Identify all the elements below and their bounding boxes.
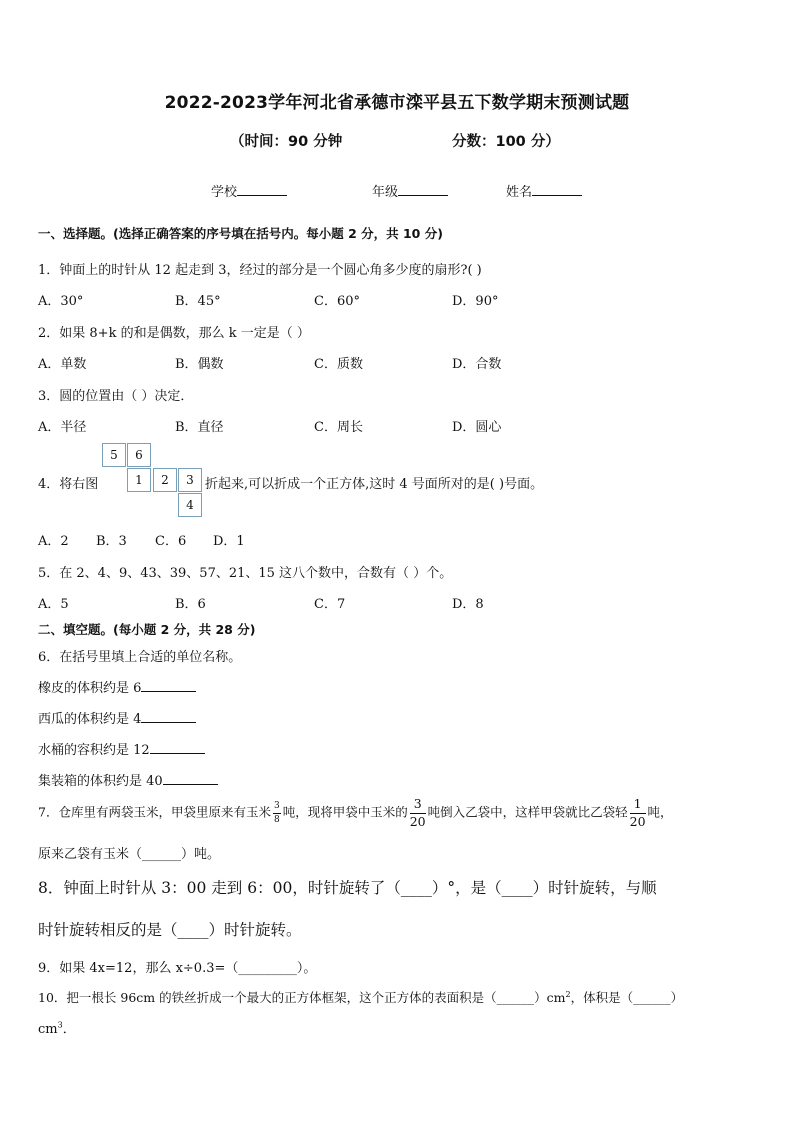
q7-fraction-2-numerator: 3 — [410, 798, 426, 814]
question-9: 9．如果 4x=12，那么 x÷0.3=（_________）。 — [38, 961, 317, 976]
question-2: 2．如果 8+k 的和是偶数，那么 k 一定是（ ） — [38, 326, 310, 341]
q6-line-4 — [38, 770, 218, 789]
q2-option-b: B．偶数 — [175, 357, 224, 372]
question-4-prefix: 4．将右图 — [38, 477, 99, 492]
question-8-line-1: 8．钟面上时针从 3：00 走到 6：00，时针旋转了（____）°，是（____）时针旋转，与顺 — [38, 879, 657, 897]
q6-line-4-text: 集装箱的体积约是 40 — [38, 774, 163, 789]
q7-fraction-3 — [630, 798, 646, 828]
q7-part-1: 7．仓库里有两袋玉米，甲袋里原来有玉米 — [38, 804, 271, 820]
q6-blank-3 — [150, 741, 205, 754]
q5-option-b: B．6 — [175, 597, 206, 612]
school-blank — [237, 183, 287, 196]
q7-part-3: 吨倒入乙袋中，这样甲袋就比乙袋轻 — [427, 804, 628, 820]
school-label: 学校 — [211, 185, 238, 200]
q1-option-a: A．30° — [38, 294, 84, 309]
q7-fraction-1-denominator: 8 — [273, 814, 280, 825]
q6-line-3-text: 水桶的容积约是 12 — [38, 743, 150, 758]
school-field — [211, 181, 287, 200]
cube-net-face-4: 4 — [178, 493, 202, 517]
grade-field — [372, 181, 448, 200]
q4-option-d: D．1 — [213, 534, 245, 549]
q4-option-a: A．2 — [38, 534, 69, 549]
exam-score: 分数：100 分） — [452, 134, 560, 150]
q6-blank-2 — [141, 710, 196, 723]
q7-fraction-3-numerator: 1 — [630, 798, 646, 814]
q3-option-c: C．周长 — [314, 420, 363, 435]
question-10-line-2 — [38, 1018, 76, 1037]
q5-option-d: D．8 — [452, 597, 484, 612]
cube-net-face-2: 2 — [153, 468, 177, 492]
q7-fraction-1 — [273, 802, 281, 825]
name-label: 姓名 — [506, 185, 533, 200]
question-6: 6．在括号里填上合适的单位名称。 — [38, 650, 242, 665]
q5-option-a: A．5 — [38, 597, 69, 612]
name-blank — [532, 183, 582, 196]
grade-label: 年级 — [372, 185, 399, 200]
question-8-line-2: 时针旋转相反的是（____）时针旋转。 — [38, 921, 302, 939]
q7-fraction-2 — [410, 798, 426, 828]
section-choice-heading: 一、选择题。(选择正确答案的序号填在括号内。每小题 2 分，共 10 分) — [38, 226, 443, 241]
q10-superscript-2: 3 — [57, 1020, 63, 1030]
q7-part-2: 吨，现将甲袋中玉米的 — [282, 804, 408, 820]
q7-fraction-3-denominator: 20 — [629, 813, 646, 829]
q1-option-b: B．45° — [175, 294, 221, 309]
q3-option-b: B．直径 — [175, 420, 224, 435]
cube-net-face-5: 5 — [102, 443, 126, 467]
q1-option-c: C．60° — [314, 294, 360, 309]
question-3: 3．圆的位置由（ ）决定． — [38, 389, 194, 404]
exam-time: （时间：90 分钟 — [230, 134, 343, 150]
cube-net-face-6: 6 — [127, 443, 151, 467]
name-field — [506, 181, 582, 200]
page-title: 2022-2023学年河北省承德市滦平县五下数学期末预测试题 — [164, 93, 630, 113]
q1-option-d: D．90° — [452, 294, 499, 309]
q4-option-c: C．6 — [155, 534, 187, 549]
q10-unit: cm — [38, 1022, 58, 1037]
question-1: 1．钟面上的时针从 12 起走到 3，经过的部分是一个圆心角多少度的扇形?( ) — [38, 263, 482, 278]
cube-net-face-1: 1 — [127, 468, 151, 492]
question-10-line-1 — [38, 988, 683, 1006]
q6-line-2-text: 西瓜的体积约是 4 — [38, 712, 142, 727]
question-7-line-1 — [38, 798, 673, 828]
q10-part-1: 10．把一根长 96cm 的铁丝折成一个最大的正方体框架，这个正方体的表面积是（______）cm — [38, 990, 566, 1005]
section-fill-heading: 二、填空题。(每小题 2 分，共 28 分) — [38, 622, 256, 637]
question-4-suffix: 折起来,可以折成一个正方体,这时 4 号面所对的是( )号面。 — [205, 477, 544, 492]
q10-end: ． — [62, 1022, 76, 1037]
q2-option-a: A．单数 — [38, 357, 87, 372]
q6-blank-1 — [141, 679, 196, 692]
q7-fraction-2-denominator: 20 — [409, 813, 426, 829]
q3-option-a: A．半径 — [38, 420, 87, 435]
q6-line-3 — [38, 739, 205, 758]
q6-line-1 — [38, 677, 196, 696]
question-5: 5．在 2、4、9、43、39、57、21、15 这八个数中，合数有（ ）个。 — [38, 566, 453, 581]
grade-blank — [398, 183, 448, 196]
question-7-line-2: 原来乙袋有玉米（______）吨。 — [38, 847, 221, 862]
q4-option-b: B．3 — [96, 534, 127, 549]
q6-blank-4 — [163, 772, 218, 785]
cube-net-face-3: 3 — [178, 468, 202, 492]
q2-option-d: D．合数 — [452, 357, 502, 372]
q2-option-c: C．质数 — [314, 357, 363, 372]
q10-part-2: ，体积是（______） — [570, 990, 684, 1005]
q6-line-1-text: 橡皮的体积约是 6 — [38, 681, 142, 696]
q10-superscript-1: 2 — [565, 989, 571, 999]
q5-option-c: C．7 — [314, 597, 346, 612]
q7-fraction-1-numerator: 3 — [273, 802, 281, 814]
q7-part-4: 吨， — [647, 804, 673, 820]
q3-option-d: D．圆心 — [452, 420, 502, 435]
q6-line-2 — [38, 708, 196, 727]
